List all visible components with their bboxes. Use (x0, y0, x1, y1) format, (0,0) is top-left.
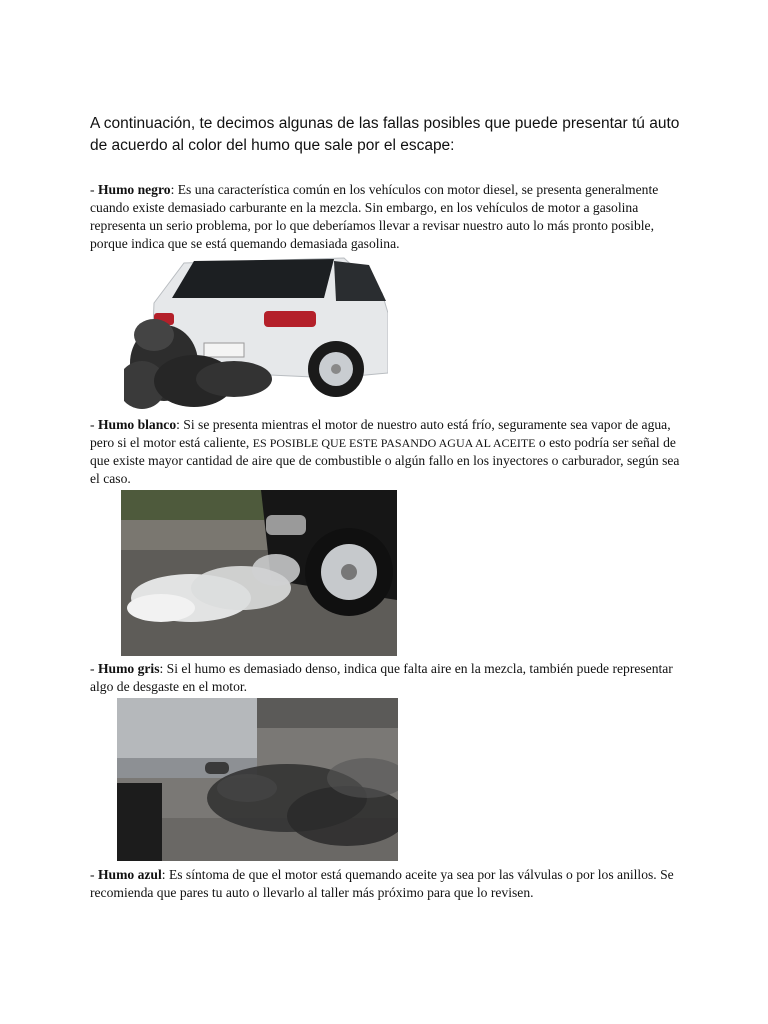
text-humo-blanco-end: o esto podría ser señal de que existe mayor cantidad de aire que de combustible o algún fallo en los inyectores o carburador, según sea el caso. (90, 435, 680, 486)
text-humo-azul: : Es síntoma de que el motor está quemando aceite ya sea por las válvulas o por los anillos. Se recomienda que pares tu auto o llevarlo al taller más próximo para que lo revisen. (90, 867, 674, 900)
page-heading: A continuación, te decimos algunas de las fallas posibles que puede presentar tú auto de acuerdo al color del humo que sale por el escape: (90, 115, 680, 154)
bullet-prefix: - (90, 182, 98, 197)
term-humo-negro: Humo negro (97, 182, 171, 197)
section-humo-negro (90, 181, 690, 253)
photo-black-smoke-car (124, 253, 388, 411)
photo-white-smoke-car (121, 490, 397, 656)
section-humo-gris (90, 660, 690, 696)
text-humo-negro: : Es una característica común en los vehículos con motor diesel, se presenta generalmente cuando existe demasiado carburante en la mezcla. Sin embargo, en los vehículos de motor a gasolina representa un serio problema, por lo que deberíamos llevar a revisar nuestro auto lo más pronto posible, porque indica que se está quemando demasiada gasolina. (90, 182, 659, 251)
bullet-prefix: - (90, 417, 98, 432)
text-humo-gris: : Si el humo es demasiado denso, indica que falta aire en la mezcla, también puede representar algo de desgaste en el motor. (90, 661, 673, 694)
bullet-prefix: - (90, 661, 98, 676)
text-humo-blanco: : Si se presenta mientras el motor de nuestro auto está frío, seguramente sea vapor de agua, pero si el motor está caliente, (90, 417, 671, 450)
section-humo-blanco (90, 416, 690, 488)
section-humo-azul (90, 866, 690, 902)
term-humo-azul: Humo azul (97, 867, 162, 882)
bullet-prefix: - (90, 867, 98, 882)
photo-gray-smoke-car (117, 698, 398, 861)
term-humo-blanco: Humo blanco (97, 417, 177, 432)
term-humo-gris: Humo gris (97, 661, 160, 676)
text-humo-blanco-caps: ES POSIBLE QUE ESTE PASANDO AGUA AL ACEITE (252, 436, 536, 450)
